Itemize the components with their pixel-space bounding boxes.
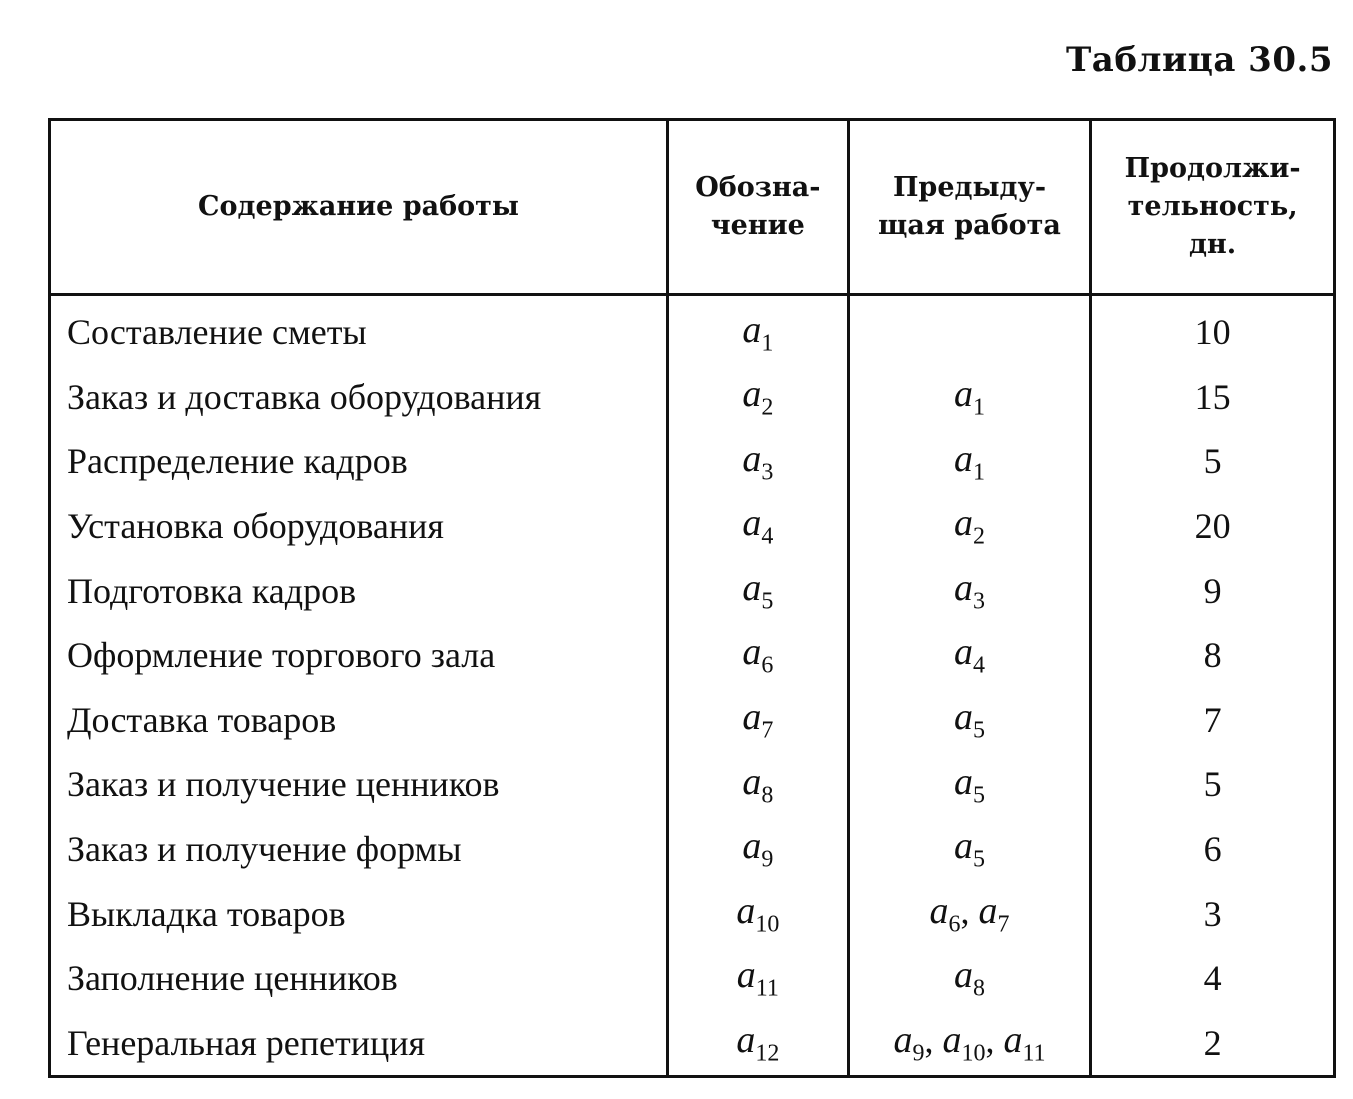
table-row <box>50 623 1335 688</box>
table-caption: Таблица 30.5 <box>1066 40 1333 80</box>
work-symbol-letter: a <box>929 889 949 932</box>
work-symbol-index: 12 <box>755 1040 780 1067</box>
work-symbol-letter: a <box>942 1019 962 1062</box>
work-symbol-index: 2 <box>761 394 774 421</box>
work-symbol-index: 8 <box>761 782 774 809</box>
work-symbol-index: 8 <box>973 976 985 1003</box>
work-symbol-index: 9 <box>761 846 774 873</box>
work-symbol <box>742 308 774 357</box>
work-symbol-index: 10 <box>755 911 780 938</box>
work-symbol-letter: a <box>742 373 762 416</box>
duration-cell: 20 <box>1091 494 1335 559</box>
work-symbol-index: 4 <box>973 653 985 680</box>
designation-cell <box>667 752 848 817</box>
work-symbol-index: 5 <box>973 782 985 809</box>
work-schedule-table <box>48 118 1336 1078</box>
work-symbol-index: 1 <box>973 394 985 421</box>
table-row <box>50 688 1335 753</box>
designation-cell <box>667 688 848 753</box>
list-separator: , <box>960 890 979 931</box>
work-symbol-letter: a <box>954 373 973 416</box>
previous-work-cell <box>848 623 1091 688</box>
duration-cell: 8 <box>1091 623 1335 688</box>
work-symbol <box>742 437 774 486</box>
table-body <box>50 295 1335 1077</box>
work-symbol <box>742 373 774 421</box>
work-content-cell: Заказ и получение формы <box>50 817 668 882</box>
work-symbol-letter: a <box>742 502 762 545</box>
work-symbol-index: 11 <box>1022 1040 1046 1067</box>
previous-work-cell <box>848 295 1091 365</box>
work-symbol-letter: a <box>954 825 973 868</box>
work-content-cell: Установка оборудования <box>50 494 668 559</box>
header-designation-line-2: чение <box>710 210 805 241</box>
work-symbol-index: 1 <box>973 459 985 486</box>
work-symbol <box>954 760 985 809</box>
previous-work-cell <box>848 558 1091 623</box>
work-symbol-letter: a <box>742 696 762 739</box>
duration-cell: 5 <box>1091 752 1335 817</box>
work-symbol-index: 2 <box>973 523 985 550</box>
work-content-cell: Распределение кадров <box>50 429 668 494</box>
designation-cell <box>667 429 848 494</box>
table-row <box>50 881 1335 946</box>
work-symbol-index: 5 <box>973 846 985 873</box>
header-designation <box>667 120 848 295</box>
work-symbol-letter: a <box>736 1019 756 1062</box>
work-symbol <box>742 502 774 550</box>
work-symbol <box>742 566 774 615</box>
work-symbol-letter: a <box>954 631 973 674</box>
work-symbol <box>742 825 774 873</box>
work-symbol-letter: a <box>742 631 762 674</box>
work-symbol-index: 3 <box>973 588 985 615</box>
table-row <box>50 752 1335 817</box>
work-content-cell: Составление сметы <box>50 295 668 365</box>
work-symbol-letter: a <box>742 760 762 803</box>
table-row <box>50 817 1335 882</box>
work-content-cell: Выкладка товаров <box>50 881 668 946</box>
work-symbol-letter: a <box>954 760 973 803</box>
previous-work-cell <box>848 752 1091 817</box>
designation-cell <box>667 817 848 882</box>
work-symbol-letter: a <box>954 954 973 997</box>
duration-cell: 7 <box>1091 688 1335 753</box>
header-duration-line-2: тельность, <box>1127 191 1298 222</box>
work-symbol-letter: a <box>742 825 762 868</box>
work-symbol-index: 4 <box>761 523 774 550</box>
work-symbol <box>736 1019 780 1067</box>
work-symbol <box>954 825 985 873</box>
previous-work-cell <box>848 1011 1091 1077</box>
work-symbol-letter: a <box>978 889 998 932</box>
work-symbol-letter: a <box>742 566 762 609</box>
work-symbol <box>736 889 780 938</box>
work-symbol-index: 6 <box>948 911 961 938</box>
work-symbol-letter: a <box>954 566 973 609</box>
duration-cell: 6 <box>1091 817 1335 882</box>
work-symbol-letter: a <box>954 502 973 545</box>
duration-cell: 5 <box>1091 429 1335 494</box>
work-symbol-index: 11 <box>755 976 779 1003</box>
work-symbol <box>954 502 985 550</box>
work-symbol-letter: a <box>736 889 756 932</box>
header-content: Содержание работы <box>50 120 668 295</box>
previous-work-cell <box>848 881 1091 946</box>
designation-cell <box>667 946 848 1011</box>
work-symbol <box>893 1019 925 1067</box>
list-separator: , <box>924 1020 943 1061</box>
work-symbol <box>742 631 774 680</box>
table-row <box>50 365 1335 430</box>
previous-work-cell <box>848 817 1091 882</box>
previous-work-cell <box>848 494 1091 559</box>
work-symbol-index: 5 <box>761 588 774 615</box>
header-duration-line-1: Продолжи- <box>1124 153 1301 184</box>
header-designation-line-1: Обозна- <box>695 172 821 203</box>
work-symbol <box>954 696 985 744</box>
work-symbol <box>954 437 985 486</box>
work-symbol <box>929 889 961 938</box>
duration-cell: 3 <box>1091 881 1335 946</box>
work-symbol-index: 1 <box>761 330 774 357</box>
table-row <box>50 1011 1335 1077</box>
designation-cell <box>667 623 848 688</box>
duration-cell: 2 <box>1091 1011 1335 1077</box>
work-symbol-index: 9 <box>912 1040 925 1067</box>
table-row <box>50 946 1335 1011</box>
work-symbol-letter: a <box>954 437 973 480</box>
work-symbol <box>1003 1019 1046 1067</box>
header-duration <box>1091 120 1335 295</box>
work-symbol <box>954 631 985 680</box>
work-symbol-letter: a <box>1003 1019 1023 1062</box>
work-symbol-letter: a <box>742 437 762 480</box>
work-symbol-index: 7 <box>997 911 1010 938</box>
work-symbol-index: 7 <box>761 717 774 744</box>
table-row <box>50 494 1335 559</box>
table-header-row <box>50 120 1335 295</box>
work-symbol-letter: a <box>954 696 973 739</box>
work-symbol-letter: a <box>736 954 756 997</box>
work-content-cell: Подготовка кадров <box>50 558 668 623</box>
header-previous <box>848 120 1091 295</box>
designation-cell <box>667 1011 848 1077</box>
work-content-cell: Заказ и доставка оборудования <box>50 365 668 430</box>
table-row <box>50 558 1335 623</box>
list-separator: , <box>985 1020 1004 1061</box>
work-symbol <box>742 760 774 809</box>
work-symbol-index: 5 <box>973 717 985 744</box>
work-symbol <box>954 373 985 421</box>
work-symbol <box>978 889 1010 938</box>
work-symbol <box>742 696 774 744</box>
previous-work-cell <box>848 688 1091 753</box>
duration-cell: 15 <box>1091 365 1335 430</box>
designation-cell <box>667 295 848 365</box>
designation-cell <box>667 494 848 559</box>
work-content-cell: Доставка товаров <box>50 688 668 753</box>
duration-cell: 10 <box>1091 295 1335 365</box>
header-duration-line-3: дн. <box>1189 229 1237 260</box>
work-symbol-index: 10 <box>961 1040 986 1067</box>
work-symbol-index: 6 <box>761 653 774 680</box>
header-previous-line-2: щая работа <box>878 210 1061 241</box>
work-content-cell: Заполнение ценников <box>50 946 668 1011</box>
designation-cell <box>667 365 848 430</box>
work-symbol-letter: a <box>893 1019 913 1062</box>
table-row <box>50 295 1335 365</box>
previous-work-cell <box>848 365 1091 430</box>
header-previous-line-1: Предыду- <box>892 172 1047 203</box>
previous-work-cell <box>848 429 1091 494</box>
work-symbol <box>954 954 985 1003</box>
work-content-cell: Генеральная репетиция <box>50 1011 668 1077</box>
work-symbol <box>954 566 985 615</box>
work-content-cell: Заказ и получение ценников <box>50 752 668 817</box>
work-symbol <box>942 1019 986 1067</box>
previous-work-cell <box>848 946 1091 1011</box>
designation-cell <box>667 881 848 946</box>
duration-cell: 9 <box>1091 558 1335 623</box>
work-content-cell: Оформление торгового зала <box>50 623 668 688</box>
work-symbol <box>736 954 779 1003</box>
designation-cell <box>667 558 848 623</box>
table-row <box>50 429 1335 494</box>
work-symbol-letter: a <box>742 308 762 351</box>
work-symbol-index: 3 <box>761 459 774 486</box>
duration-cell: 4 <box>1091 946 1335 1011</box>
